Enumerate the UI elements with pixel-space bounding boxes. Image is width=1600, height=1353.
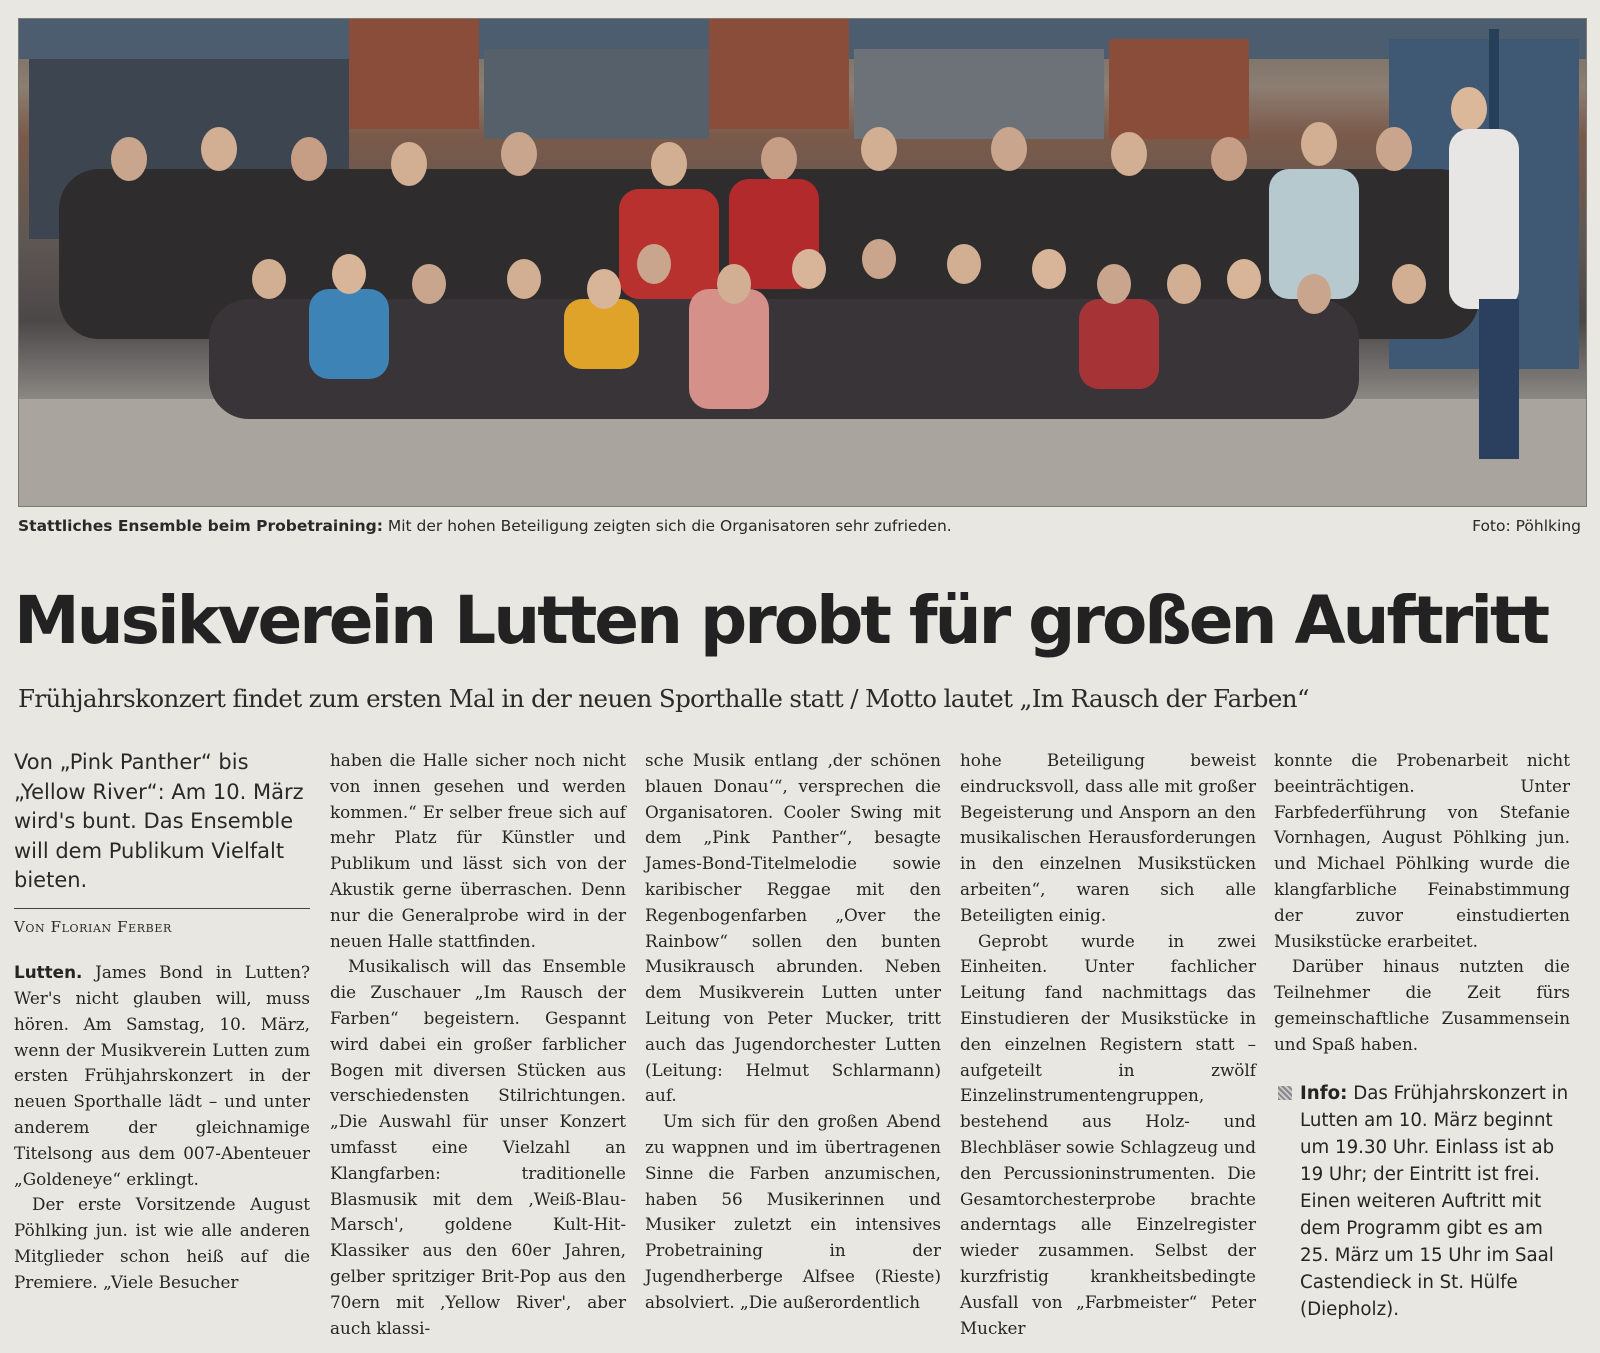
column-3 <box>645 748 941 1316</box>
headline: Musikverein Lutten probt für großen Auftritt <box>14 582 1548 659</box>
col5-paragraph-2: Darüber hinaus nutzten die Teilnehmer die Zeit fürs gemeinschaftliche Zusammensein und Spaß haben. <box>1274 956 1570 1054</box>
caption-lead: Stattliches Ensemble beim Probetraining: <box>18 517 383 535</box>
info-box <box>1274 1080 1570 1323</box>
dateline: Lutten. <box>14 962 83 983</box>
caption-text: Mit der hohen Beteiligung zeigten sich die Organisatoren sehr zufrieden. <box>382 517 952 535</box>
byline-rule <box>14 908 310 909</box>
photo-caption <box>18 517 1585 545</box>
column-4 <box>960 748 1256 1341</box>
subheadline: Frühjahrskonzert findet zum ersten Mal in der neuen Sporthalle statt / Motto lautet „Im Rausch der Farben“ <box>18 684 1309 713</box>
info-marker-icon <box>1278 1086 1292 1100</box>
col2-paragraph-1: haben die Halle sicher noch nicht von innen gesehen und werden kommen.“ Er selber freue sich auf mehr Platz für Künstler und Publikum und lässt sich von der Akustik gerne überraschen. Denn nur die Generalprobe wird in der neuen Halle stattfinden. <box>330 750 626 951</box>
col5-paragraph-1: konnte die Probenarbeit nicht beeinträchtigen. Unter Farbfederführung von Stefanie Vornhagen, August Pöhlking jun. und Michael Pöhlking wurde die klangfarbliche Feinabstimmung der zuvor einstudierten Musikstücke erarbeitet. <box>1274 750 1570 951</box>
info-label: Info: <box>1300 1082 1348 1104</box>
col1-p1-text: James Bond in Lutten? Wer's nicht glauben will, muss hören. Am Samstag, 10. März, wenn der Musikverein Lutten zum ersten Frühjahrskonzert in der neuen Sporthalle lädt – und unter anderem der gleichnamige Titelsong aus dem 007-Abenteuer „Goldeneye“ erklingt. <box>14 962 310 1189</box>
group-photo-icon <box>19 19 1586 506</box>
column-5 <box>1274 748 1570 1323</box>
col1-paragraph-2: Der erste Vorsitzende August Pöhlking jun. ist wie alle anderen Mitglieder schon heiß auf die Premiere. „Viele Besucher <box>14 1194 310 1292</box>
photo-credit: Foto: Pöhlking <box>1472 517 1581 535</box>
col2-paragraph-2: Musikalisch will das Ensemble die Zuschauer „Im Rausch der Farben“ begeistern. Gespannt wird dabei ein großer farblicher Bogen mit diversen Stücken aus verschiedensten Stilrichtungen. „Die Auswahl für unser Konzert umfasst eine Vielzahl an Klangfarben: traditionelle Blasmusik mit dem ‚Weiß-Blau-Marsch', goldene Kult-Hit-Klassiker aus den 60er Jahren, gelber spritziger Brit-Pop aus den 70ern mit ‚Yellow River', aber auch klassi- <box>330 956 626 1338</box>
col3-paragraph-1: sche Musik entlang ‚der schönen blauen Donau‘“, versprechen die Organisatoren. Cooler Swing mit dem „Pink Panther“, besagte James-Bond-Titelmelodie sowie karibischer Reggae mit den Regenbogenfarben „Over the Rainbow“ sollen den bunten Musikrausch abrunden. Neben dem Musikverein Lutten unter Leitung von Peter Mucker, tritt auch das Jugendorchester Lutten (Leitung: Helmut Schlarmann) auf. <box>645 750 941 1106</box>
info-text: Das Frühjahrskonzert in Lutten am 10. März beginnt um 19.30 Uhr. Einlass ist ab 19 Uhr; der Eintritt ist frei. Einen weiteren Auftritt mit dem Programm gibt es am 25. März um 15 Uhr im Saal Castendieck in St. Hülfe (Diepholz). <box>1300 1082 1569 1320</box>
col4-paragraph-2: Geprobt wurde in zwei Einheiten. Unter fachlicher Leitung fand nachmittags das Einstudieren der Musikstücke in den einzelnen Registern statt – aufgeteilt in zwölf Einzelinstrumentengruppen, bestehend aus Holz- und Blechbläser sowie Schlagzeug und den Percussioninstrumenten. Die Gesamtorchesterprobe brachte anderntags alle Einzelregister wieder zusammen. Selbst der kurzfristig krankheitsbedingte Ausfall von „Farbmeister“ Peter Mucker <box>960 930 1256 1338</box>
col4-paragraph-1: hohe Beteiligung beweist eindrucksvoll, dass alle mit großer Begeisterung und Ansporn an den musikalischen Herausforderungen in den einzelnen Musikstücken arbeiten“, waren sich alle Beteiligten einig. <box>960 750 1256 925</box>
group-photo <box>18 18 1587 507</box>
col1-paragraph-1 <box>14 960 310 1192</box>
column-2 <box>330 748 626 1341</box>
column-1 <box>14 748 310 1296</box>
col3-paragraph-2: Um sich für den großen Abend zu wappnen und im übertragenen Sinne die Farben anzumischen, haben 56 Musikerinnen und Musiker zuletzt ein intensives Probetraining in der Jugendherberge Alfsee (Rieste) absolviert. „Die außerordentlich <box>645 1111 941 1312</box>
intro-teaser: Von „Pink Panther“ bis „Yellow River“: Am 10. März wird's bunt. Das Ensemble will dem Publikum Vielfalt bieten. <box>14 750 304 892</box>
byline: Von Florian Ferber <box>14 917 172 936</box>
